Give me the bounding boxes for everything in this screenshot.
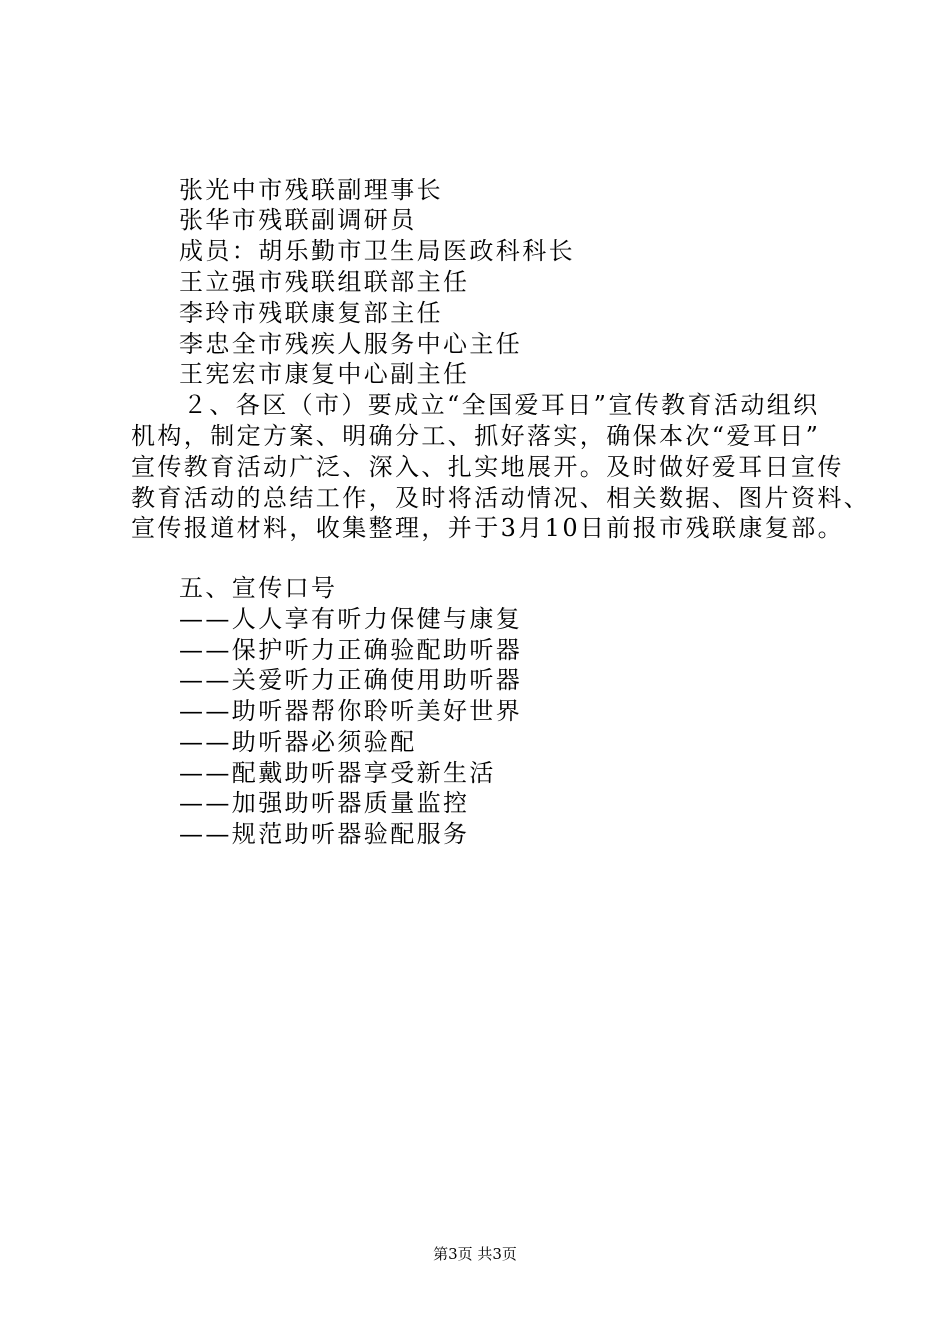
paragraph-line: 宣传教育活动广泛、深入、扎实地展开。及时做好爱耳日宣传 xyxy=(131,453,844,481)
paragraph-line: 机构，制定方案、明确分工、抓好落实，确保本次“爱耳日” xyxy=(131,422,821,450)
slogan-line: ——配戴助听器享受新生活 xyxy=(179,759,496,787)
slogan-line: ——助听器帮你聆听美好世界 xyxy=(179,697,523,725)
slogan-line: ——规范助听器验配服务 xyxy=(179,820,470,848)
member-line: 成员：胡乐勤市卫生局医政科科长 xyxy=(179,237,575,265)
member-line: 李玲市残联康复部主任 xyxy=(179,299,443,327)
slogan-line: ——关爱听力正确使用助听器 xyxy=(179,666,523,694)
page-number-footer: 第3页 共3页 xyxy=(433,1245,517,1263)
member-line: 张华市残联副调研员 xyxy=(179,206,417,234)
section-heading: 五、宣传口号 xyxy=(179,574,338,602)
member-line: 张光中市残联副理事长 xyxy=(179,176,443,204)
slogan-line: ——助听器必须验配 xyxy=(179,728,417,756)
member-line: 李忠全市残疾人服务中心主任 xyxy=(179,330,523,358)
paragraph-line: 宣传报道材料，收集整理，并于3月10日前报市残联康复部。 xyxy=(131,514,845,542)
slogan-line: ——加强助听器质量监控 xyxy=(179,789,470,817)
paragraph-line: ２、各区（市）要成立“全国爱耳日”宣传教育活动组织 xyxy=(183,391,820,419)
slogan-line: ——人人享有听力保健与康复 xyxy=(179,605,523,633)
paragraph-line: 教育活动的总结工作，及时将活动情况、相关数据、图片资料、 xyxy=(131,484,871,512)
member-line: 王宪宏市康复中心副主任 xyxy=(179,360,470,388)
member-line: 王立强市残联组联部主任 xyxy=(179,268,470,296)
slogan-line: ——保护听力正确验配助听器 xyxy=(179,636,523,664)
